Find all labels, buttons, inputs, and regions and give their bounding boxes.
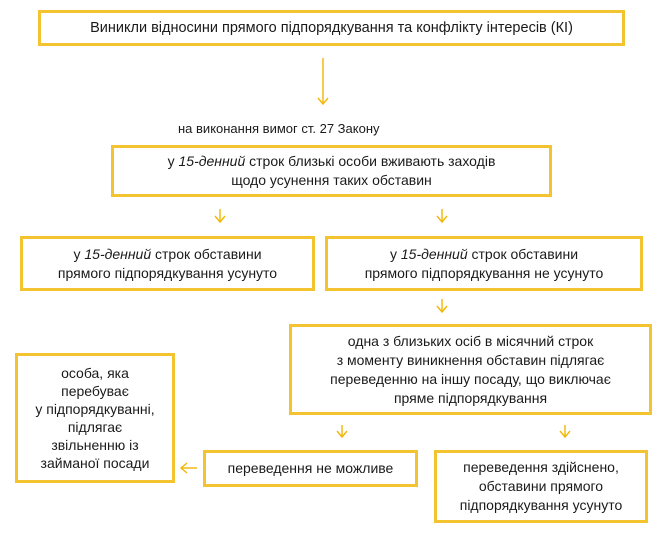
done-box	[434, 450, 648, 523]
not-resolved-term: 15-денний	[400, 245, 468, 262]
transfer-line-1: одна з близьких осіб в місячний строк	[347, 332, 594, 349]
top-box	[38, 10, 625, 46]
measures-box	[111, 145, 552, 197]
dismissal-line-5: звільненню із	[51, 437, 139, 453]
resolved-term: 15-денний	[84, 245, 152, 262]
dismissal-line-1: особа, яка	[61, 365, 129, 381]
measures-line2: щодо усунення таких обставин	[231, 172, 432, 188]
measures-pre: у	[167, 153, 179, 169]
dismissal-line-2: перебуває	[61, 383, 129, 399]
dismissal-box	[15, 353, 175, 483]
dismissal-line-6: займаної посади	[40, 455, 150, 471]
done-line-1: переведення здійснено,	[463, 459, 619, 475]
transfer-line-2: з моменту виникнення обставин підлягає	[336, 351, 605, 368]
dismissal-line-4: підлягає	[67, 419, 123, 435]
requirement-note-text: на виконання вимог ст. 27 Закону	[178, 121, 380, 136]
resolved-pre: у	[73, 245, 85, 262]
dismissal-line-3: у підпорядкуванні,	[35, 401, 155, 417]
done-line-3: підпорядкування усунуто	[459, 497, 623, 513]
not-resolved-pre: у	[389, 245, 401, 262]
transfer-line-4: пряме підпорядкування	[393, 389, 548, 406]
impossible-box	[203, 450, 418, 487]
impossible-text: переведення не можливе	[227, 460, 394, 476]
done-line-2: обставини прямого	[478, 478, 604, 494]
not-resolved-line1: строк обставини	[467, 245, 579, 262]
not-resolved-box	[325, 236, 643, 291]
resolved-line1: строк обставини	[151, 245, 262, 262]
not-resolved-line2: прямого підпорядкування не усунуто	[364, 264, 604, 281]
measures-line1: строк близькі особи вживають заходів	[245, 153, 496, 169]
requirement-note	[178, 121, 380, 137]
resolved-box	[20, 236, 315, 291]
resolved-line2: прямого підпорядкування усунуто	[57, 264, 278, 281]
top-box-text: Виникли відносини прямого підпорядкування та конфлікту інтересів (КІ)	[90, 19, 573, 36]
measures-term: 15-денний	[178, 153, 246, 169]
transfer-line-3: переведенню на іншу посаду, що виключає	[330, 370, 611, 387]
transfer-box	[289, 324, 652, 415]
